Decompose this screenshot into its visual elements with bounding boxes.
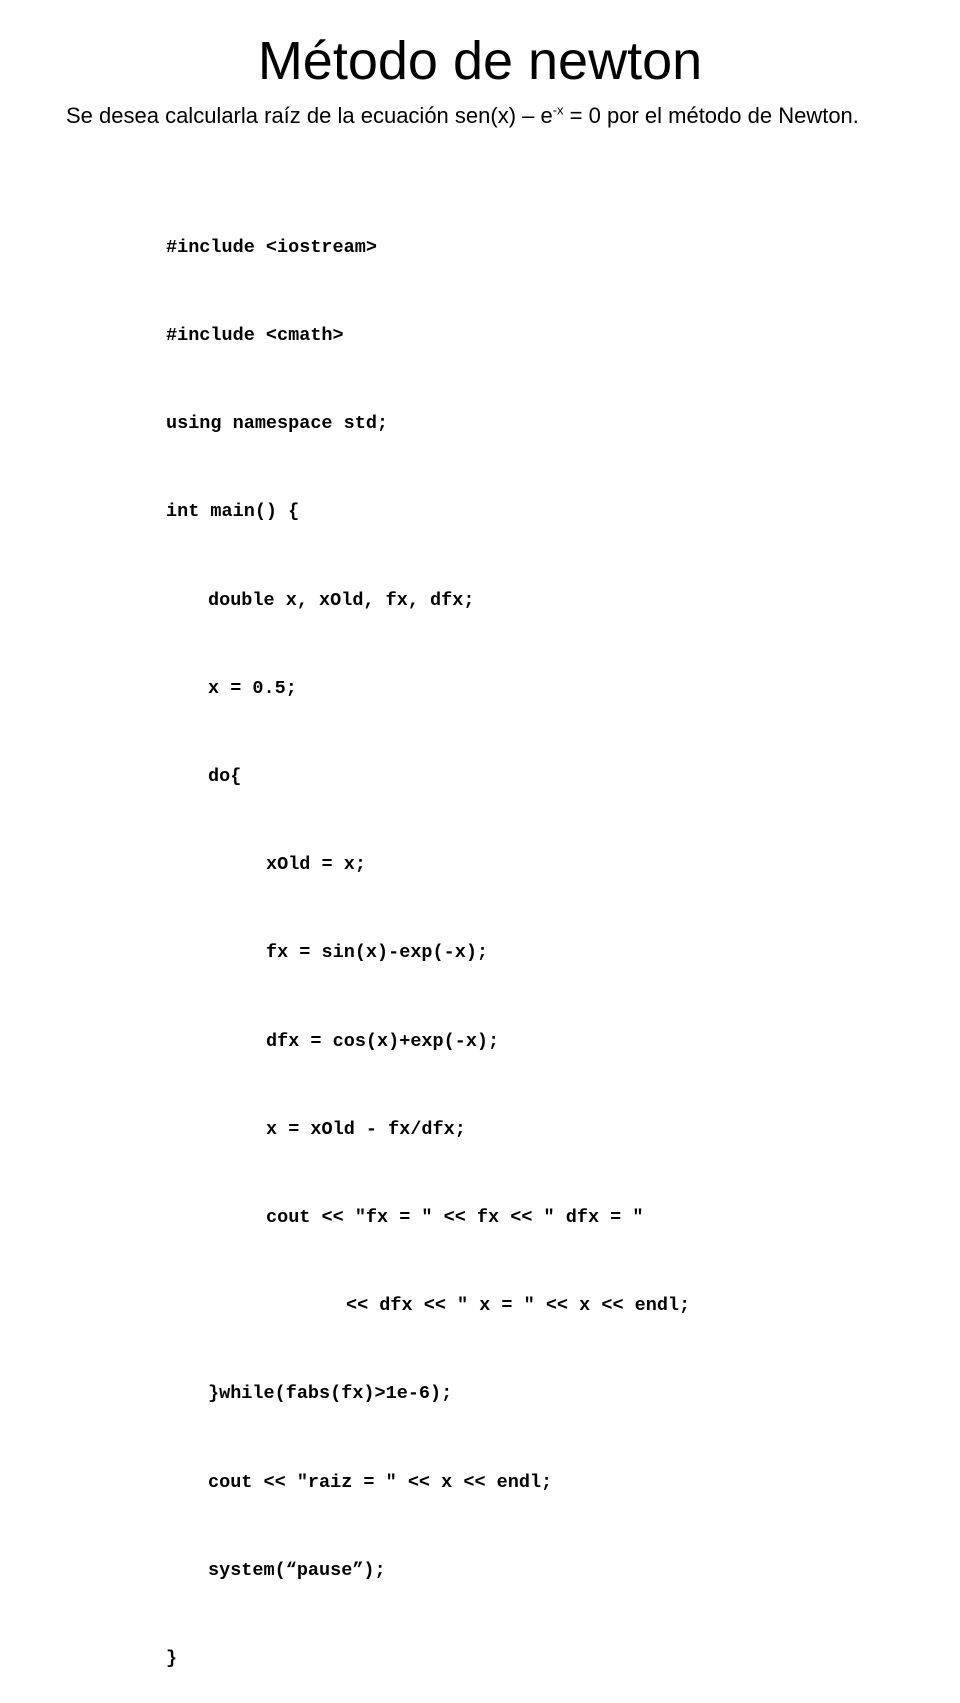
code-line: xOld = x; [266,854,366,876]
code-line: system(“pause”); [208,1559,386,1581]
code-line: x = 0.5; [208,677,297,699]
code-line: using namespace std; [166,413,389,435]
code-block [166,174,926,1703]
intro-text-after: = 0 por el método de Newton. [563,103,859,128]
code-line: << dfx << " x = " << x << endl; [346,1295,691,1317]
code-line: #include <iostream> [166,236,377,258]
code-line: do{ [208,766,242,788]
intro-paragraph [66,100,926,132]
code-line: int main() { [166,501,300,523]
code-line: } [166,1648,178,1670]
slide-title: Método de newton [257,31,703,91]
code-line: cout << "raiz = " << x << endl; [208,1471,553,1493]
code-line: dfx = cos(x)+exp(-x); [266,1030,500,1052]
code-line: x = xOld - fx/dfx; [266,1118,466,1140]
code-line: #include <cmath> [166,325,344,347]
code-line: }while(fabs(fx)>1e-6); [208,1383,453,1405]
intro-text-before: Se desea calcularla raíz de la ecuación sen(x) – e [66,103,553,128]
code-line: fx = sin(x)-exp(-x); [266,942,489,964]
code-line: cout << "fx = " << fx << " dfx = " [266,1207,644,1229]
code-line: double x, xOld, fx, dfx; [208,589,475,611]
intro-exponent: -x [552,102,564,118]
